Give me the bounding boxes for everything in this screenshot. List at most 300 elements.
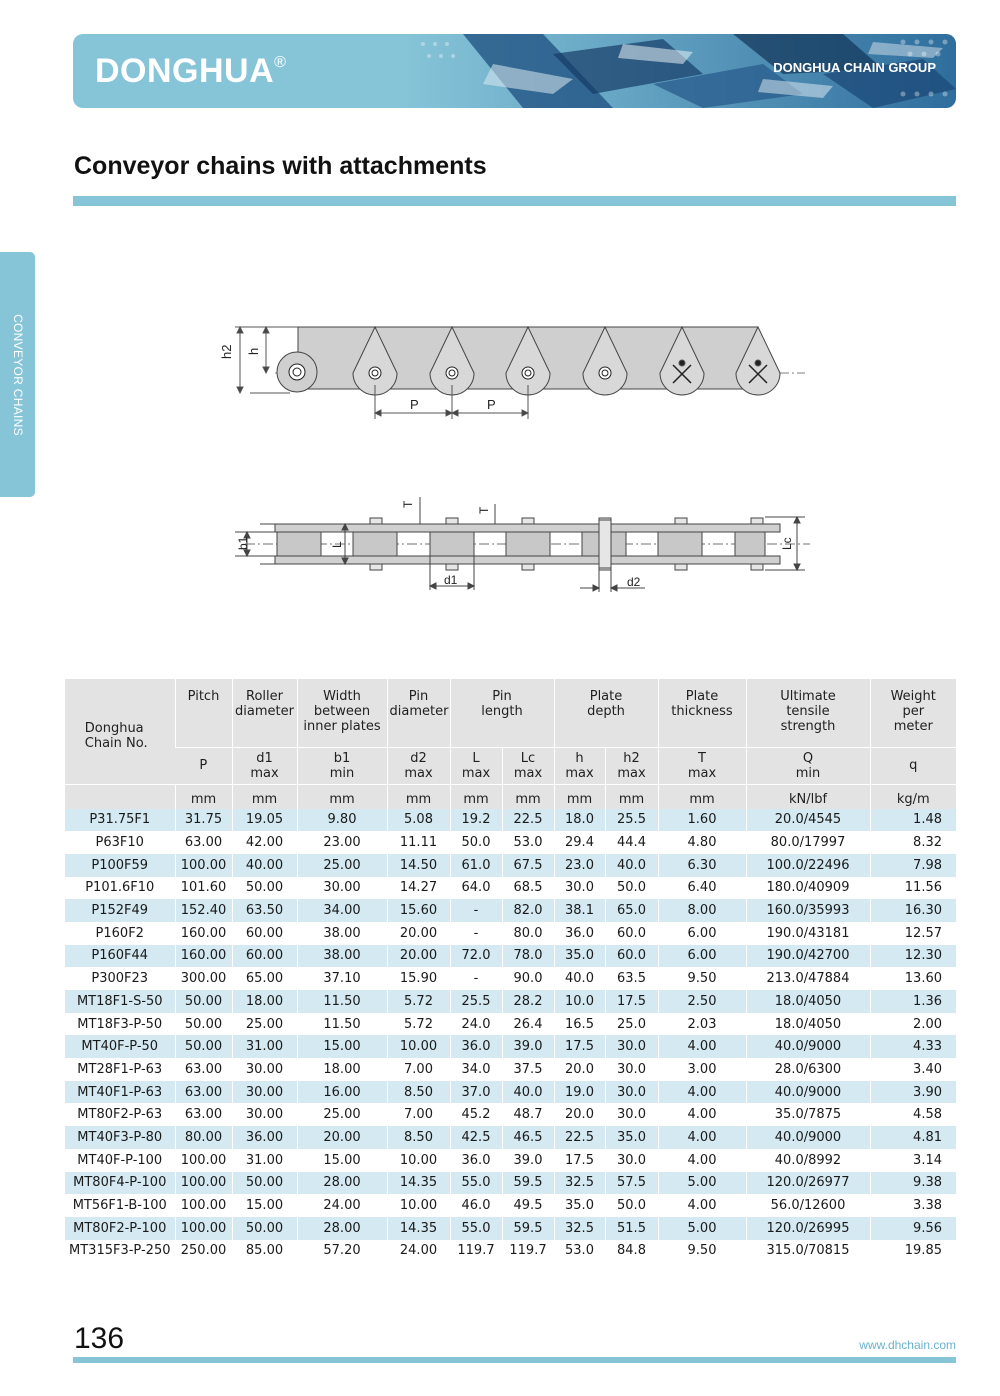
table-cell: 48.7 <box>502 1103 554 1126</box>
label-h2: h2 <box>219 344 234 359</box>
unit-header: mm <box>297 784 387 809</box>
table-cell: 25.00 <box>297 854 387 877</box>
table-cell: 17.5 <box>605 990 658 1013</box>
title-divider <box>73 196 956 206</box>
table-cell: 55.0 <box>450 1217 502 1240</box>
table-cell: 18.00 <box>297 1058 387 1081</box>
table-row <box>65 1035 956 1058</box>
table-cell: 50.0 <box>605 877 658 900</box>
table-cell: 9.50 <box>658 967 746 990</box>
chain-number-cell: P160F2 <box>65 922 175 945</box>
label-d1: d1 <box>444 573 458 587</box>
table-cell: 4.00 <box>658 1103 746 1126</box>
table-cell: 20.00 <box>297 1126 387 1149</box>
table-cell: 49.5 <box>502 1194 554 1217</box>
table-cell: 46.0 <box>450 1194 502 1217</box>
table-cell: 28.00 <box>297 1217 387 1240</box>
table-cell: 36.0 <box>450 1035 502 1058</box>
table-row <box>65 1103 956 1126</box>
table-cell: 4.00 <box>658 1126 746 1149</box>
table-cell: 190.0/43181 <box>746 922 870 945</box>
table-cell: 25.00 <box>297 1103 387 1126</box>
table-cell: 40.0/9000 <box>746 1126 870 1149</box>
table-cell: 22.5 <box>502 809 554 832</box>
table-cell: 65.00 <box>232 967 297 990</box>
table-cell: 5.72 <box>387 1013 450 1036</box>
table-cell: 17.5 <box>554 1149 605 1172</box>
table-cell: 5.08 <box>387 809 450 832</box>
table-cell: 59.5 <box>502 1217 554 1240</box>
table-cell: 1.60 <box>658 809 746 832</box>
table-cell: 2.03 <box>658 1013 746 1036</box>
group-name: DONGHUA CHAIN GROUP <box>773 60 936 75</box>
table-cell: 60.00 <box>232 945 297 968</box>
table-cell: - <box>450 899 502 922</box>
table-cell: 64.0 <box>450 877 502 900</box>
table-cell: 4.80 <box>658 831 746 854</box>
table-cell: 19.2 <box>450 809 502 832</box>
table-row <box>65 1172 956 1195</box>
table-cell: 55.0 <box>450 1172 502 1195</box>
chain-number-cell: P31.75F1 <box>65 809 175 832</box>
table-cell: 100.00 <box>175 1149 232 1172</box>
table-cell: 67.5 <box>502 854 554 877</box>
table-cell: 119.7 <box>502 1240 554 1263</box>
table-cell: 14.50 <box>387 854 450 877</box>
table-cell: 7.00 <box>387 1103 450 1126</box>
label-h: h <box>246 347 261 355</box>
group-header: Pin length <box>450 679 554 747</box>
table-cell: 4.58 <box>870 1103 956 1126</box>
chain-number-cell: MT28F1-P-63 <box>65 1058 175 1081</box>
group-header: Pitch <box>175 679 232 747</box>
table-cell: 5.00 <box>658 1172 746 1195</box>
table-cell: 28.00 <box>297 1172 387 1195</box>
table-cell: 50.00 <box>175 990 232 1013</box>
table-cell: 40.0/9000 <box>746 1035 870 1058</box>
table-cell: 9.56 <box>870 1217 956 1240</box>
table-cell: 30.00 <box>232 1103 297 1126</box>
table-cell: 31.00 <box>232 1035 297 1058</box>
label-t-1: T <box>401 500 415 508</box>
symbol-header: q <box>870 747 956 784</box>
chain-number-cell: MT40F-P-100 <box>65 1149 175 1172</box>
table-row <box>65 1081 956 1104</box>
table-cell: 160.00 <box>175 945 232 968</box>
table-cell: 37.10 <box>297 967 387 990</box>
table-cell: 63.50 <box>232 899 297 922</box>
table-cell: 17.5 <box>554 1035 605 1058</box>
label-lc: Lc <box>780 537 794 550</box>
table-cell: 18.0 <box>554 809 605 832</box>
table-cell: 28.2 <box>502 990 554 1013</box>
table-cell: 160.00 <box>175 922 232 945</box>
table-cell: 63.00 <box>175 831 232 854</box>
table-cell: 100.00 <box>175 1194 232 1217</box>
section-side-tab <box>0 252 35 497</box>
chain-number-cell: MT40F-P-50 <box>65 1035 175 1058</box>
chain-number-cell: MT56F1-B-100 <box>65 1194 175 1217</box>
table-cell: 15.00 <box>232 1194 297 1217</box>
table-cell: 34.0 <box>450 1058 502 1081</box>
table-cell: 31.75 <box>175 809 232 832</box>
table-cell: 7.00 <box>387 1058 450 1081</box>
symbol-header: d2 max <box>387 747 450 784</box>
chain-number-cell: MT40F1-P-63 <box>65 1081 175 1104</box>
side-tab-label: CONVEYOR CHAINS <box>10 313 25 436</box>
table-cell: 30.0 <box>605 1081 658 1104</box>
table-cell: 80.0/17997 <box>746 831 870 854</box>
page-number: 136 <box>74 1322 125 1355</box>
chain-number-cell: MT40F3-P-80 <box>65 1126 175 1149</box>
table-cell: 4.81 <box>870 1126 956 1149</box>
table-cell: 35.0 <box>554 945 605 968</box>
table-cell: 28.0/6300 <box>746 1058 870 1081</box>
table-cell: 4.33 <box>870 1035 956 1058</box>
table-cell: 24.00 <box>297 1194 387 1217</box>
table-cell: 39.0 <box>502 1149 554 1172</box>
table-cell: 60.00 <box>232 922 297 945</box>
table-cell: 20.00 <box>387 945 450 968</box>
table-cell: - <box>450 922 502 945</box>
table-cell: 3.90 <box>870 1081 956 1104</box>
symbol-header: b1 min <box>297 747 387 784</box>
table-cell: 50.00 <box>232 1172 297 1195</box>
table-cell: 63.00 <box>175 1058 232 1081</box>
table-cell: 30.0 <box>554 877 605 900</box>
table-cell: 34.00 <box>297 899 387 922</box>
symbol-header: Q min <box>746 747 870 784</box>
brand-logo: DONGHUA® <box>95 52 287 90</box>
spec-table <box>65 679 956 1262</box>
table-cell: 14.27 <box>387 877 450 900</box>
table-cell: 40.0 <box>554 967 605 990</box>
table-row <box>65 967 956 990</box>
table-cell: 8.50 <box>387 1126 450 1149</box>
table-cell: 25.5 <box>450 990 502 1013</box>
table-cell: 50.00 <box>232 1217 297 1240</box>
unit-header: mm <box>175 784 232 809</box>
label-l: L <box>330 541 344 548</box>
table-cell: 180.0/40909 <box>746 877 870 900</box>
table-row <box>65 1149 956 1172</box>
group-header: Roller diameter <box>232 679 297 747</box>
table-cell: 35.0 <box>605 1126 658 1149</box>
table-cell: 30.00 <box>232 1058 297 1081</box>
table-cell: 12.30 <box>870 945 956 968</box>
table-cell: 15.00 <box>297 1035 387 1058</box>
unit-header: mm <box>232 784 297 809</box>
table-cell: 12.57 <box>870 922 956 945</box>
table-cell: 84.8 <box>605 1240 658 1263</box>
table-cell: 26.4 <box>502 1013 554 1036</box>
chain-number-cell: P160F44 <box>65 945 175 968</box>
table-cell: 15.60 <box>387 899 450 922</box>
table-cell: 119.7 <box>450 1240 502 1263</box>
table-cell: 3.38 <box>870 1194 956 1217</box>
table-cell: 39.0 <box>502 1035 554 1058</box>
table-cell: 11.50 <box>297 990 387 1013</box>
table-cell: 85.00 <box>232 1240 297 1263</box>
table-cell: 40.00 <box>232 854 297 877</box>
table-cell: 60.0 <box>605 945 658 968</box>
table-cell: 53.0 <box>554 1240 605 1263</box>
table-cell: 300.00 <box>175 967 232 990</box>
table-cell: 2.50 <box>658 990 746 1013</box>
table-cell: 38.1 <box>554 899 605 922</box>
unit-header: mm <box>502 784 554 809</box>
table-cell: 25.00 <box>232 1013 297 1036</box>
chain-side-view-drawing <box>210 315 810 425</box>
table-cell: 46.5 <box>502 1126 554 1149</box>
table-row <box>65 809 956 832</box>
group-header: Weight per meter <box>870 679 956 747</box>
table-cell: 9.38 <box>870 1172 956 1195</box>
table-cell: 40.0/9000 <box>746 1081 870 1104</box>
table-cell: 25.5 <box>605 809 658 832</box>
table-row <box>65 990 956 1013</box>
table-cell: 36.0 <box>450 1149 502 1172</box>
table-cell: 160.0/35993 <box>746 899 870 922</box>
chain-number-cell: P101.6F10 <box>65 877 175 900</box>
table-cell: 10.00 <box>387 1194 450 1217</box>
symbol-header: T max <box>658 747 746 784</box>
table-cell: 80.00 <box>175 1126 232 1149</box>
header-banner <box>73 34 956 108</box>
unit-header: kg/m <box>870 784 956 809</box>
table-cell: 101.60 <box>175 877 232 900</box>
table-cell: 6.40 <box>658 877 746 900</box>
chain-number-cell: MT18F3-P-50 <box>65 1013 175 1036</box>
table-cell: 25.0 <box>605 1013 658 1036</box>
table-cell: 20.0/4545 <box>746 809 870 832</box>
table-cell: 36.00 <box>232 1126 297 1149</box>
table-row <box>65 1217 956 1240</box>
table-cell: 9.50 <box>658 1240 746 1263</box>
table-cell: 36.0 <box>554 922 605 945</box>
table-cell: 82.0 <box>502 899 554 922</box>
table-cell: 8.50 <box>387 1081 450 1104</box>
table-cell: 50.0 <box>450 831 502 854</box>
table-cell: 30.0 <box>605 1149 658 1172</box>
unit-header: mm <box>658 784 746 809</box>
table-cell: 24.00 <box>387 1240 450 1263</box>
table-cell: 2.00 <box>870 1013 956 1036</box>
chain-number-cell: P152F49 <box>65 899 175 922</box>
table-cell: 30.0 <box>605 1103 658 1126</box>
table-cell: 50.00 <box>232 877 297 900</box>
table-cell: 11.50 <box>297 1013 387 1036</box>
table-cell: 50.00 <box>175 1013 232 1036</box>
table-cell: 31.00 <box>232 1149 297 1172</box>
table-cell: 10.00 <box>387 1149 450 1172</box>
footer-url[interactable]: www.dhchain.com <box>859 1338 956 1352</box>
table-cell: 3.00 <box>658 1058 746 1081</box>
chain-number-cell: MT80F2-P-100 <box>65 1217 175 1240</box>
table-cell: 15.00 <box>297 1149 387 1172</box>
table-cell: 38.00 <box>297 945 387 968</box>
table-cell: 19.0 <box>554 1081 605 1104</box>
table-cell: 15.90 <box>387 967 450 990</box>
table-cell: 100.00 <box>175 1217 232 1240</box>
table-cell: 60.0 <box>605 922 658 945</box>
chain-number-cell: P300F23 <box>65 967 175 990</box>
table-row <box>65 922 956 945</box>
table-cell: 100.0/22496 <box>746 854 870 877</box>
table-row <box>65 1126 956 1149</box>
table-cell: 152.40 <box>175 899 232 922</box>
page-title: Conveyor chains with attachments <box>74 152 487 180</box>
table-cell: 16.00 <box>297 1081 387 1104</box>
table-cell: 18.0/4050 <box>746 990 870 1013</box>
table-cell: 1.48 <box>870 809 956 832</box>
table-cell: 10.00 <box>387 1035 450 1058</box>
table-cell: 57.20 <box>297 1240 387 1263</box>
table-cell: 30.0 <box>605 1035 658 1058</box>
table-cell: 250.00 <box>175 1240 232 1263</box>
table-cell: 53.0 <box>502 831 554 854</box>
table-cell: 13.60 <box>870 967 956 990</box>
table-cell: 80.0 <box>502 922 554 945</box>
table-cell: 35.0/7875 <box>746 1103 870 1126</box>
table-cell: 11.11 <box>387 831 450 854</box>
table-row <box>65 854 956 877</box>
table-cell: 40.0 <box>502 1081 554 1104</box>
table-row <box>65 1240 956 1263</box>
table-cell: 7.98 <box>870 854 956 877</box>
table-cell: 18.0/4050 <box>746 1013 870 1036</box>
table-cell: 63.5 <box>605 967 658 990</box>
group-header: Plate depth <box>554 679 658 747</box>
table-cell: 24.0 <box>450 1013 502 1036</box>
table-cell: 59.5 <box>502 1172 554 1195</box>
table-cell: 20.00 <box>387 922 450 945</box>
table-cell: 18.00 <box>232 990 297 1013</box>
unit-header: mm <box>387 784 450 809</box>
table-cell: 61.0 <box>450 854 502 877</box>
table-cell: 14.35 <box>387 1217 450 1240</box>
table-cell: 37.0 <box>450 1081 502 1104</box>
symbol-header: P <box>175 747 232 784</box>
table-cell: 42.5 <box>450 1126 502 1149</box>
label-pitch-2: P <box>487 397 496 412</box>
table-cell: 1.36 <box>870 990 956 1013</box>
chain-number-cell: MT80F2-P-63 <box>65 1103 175 1126</box>
table-cell: 40.0 <box>605 854 658 877</box>
table-cell: 9.80 <box>297 809 387 832</box>
label-b1: b1 <box>236 536 250 550</box>
footer-divider <box>73 1357 956 1363</box>
table-cell: 29.4 <box>554 831 605 854</box>
table-row <box>65 831 956 854</box>
table-row <box>65 945 956 968</box>
table-cell: 19.05 <box>232 809 297 832</box>
table-cell: 315.0/70815 <box>746 1240 870 1263</box>
table-cell: 30.00 <box>297 877 387 900</box>
symbol-header: L max <box>450 747 502 784</box>
table-cell: 40.0/8992 <box>746 1149 870 1172</box>
table-cell: 63.00 <box>175 1103 232 1126</box>
symbol-header: h2 max <box>605 747 658 784</box>
table-cell: 213.0/47884 <box>746 967 870 990</box>
table-cell: 30.0 <box>605 1058 658 1081</box>
chain-number-cell: P100F59 <box>65 854 175 877</box>
table-cell: 11.56 <box>870 877 956 900</box>
table-cell: 4.00 <box>658 1081 746 1104</box>
unit-header: kN/lbf <box>746 784 870 809</box>
table-cell: 44.4 <box>605 831 658 854</box>
table-cell: 42.00 <box>232 831 297 854</box>
group-header: Pin diameter <box>387 679 450 747</box>
unit-header: mm <box>554 784 605 809</box>
table-cell: 63.00 <box>175 1081 232 1104</box>
table-cell: 32.5 <box>554 1172 605 1195</box>
table-cell: 6.30 <box>658 854 746 877</box>
group-header: Ultimate tensile strength <box>746 679 870 747</box>
symbol-header: h max <box>554 747 605 784</box>
table-cell: 100.00 <box>175 854 232 877</box>
table-cell: 120.0/26977 <box>746 1172 870 1195</box>
table-cell: 78.0 <box>502 945 554 968</box>
table-cell: 68.5 <box>502 877 554 900</box>
table-cell: 3.40 <box>870 1058 956 1081</box>
table-cell: 4.00 <box>658 1149 746 1172</box>
unit-spacer <box>65 784 175 809</box>
label-pitch-1: P <box>410 397 419 412</box>
table-cell: 10.0 <box>554 990 605 1013</box>
table-cell: 19.85 <box>870 1240 956 1263</box>
table-cell: 4.00 <box>658 1035 746 1058</box>
table-cell: 20.0 <box>554 1058 605 1081</box>
table-cell: 23.0 <box>554 854 605 877</box>
table-cell: 8.32 <box>870 831 956 854</box>
chain-number-cell: MT315F3-P-250 <box>65 1240 175 1263</box>
table-cell: 50.0 <box>605 1194 658 1217</box>
table-cell: 35.0 <box>554 1194 605 1217</box>
chain-number-cell: P63F10 <box>65 831 175 854</box>
table-cell: 57.5 <box>605 1172 658 1195</box>
table-row <box>65 1058 956 1081</box>
table-row <box>65 877 956 900</box>
table-cell: 50.00 <box>175 1035 232 1058</box>
table-cell: 37.5 <box>502 1058 554 1081</box>
table-cell: 190.0/42700 <box>746 945 870 968</box>
symbol-header: d1 max <box>232 747 297 784</box>
unit-header: mm <box>605 784 658 809</box>
table-cell: 6.00 <box>658 922 746 945</box>
label-d2: d2 <box>627 575 641 589</box>
chain-number-cell: MT80F4-P-100 <box>65 1172 175 1195</box>
table-cell: 65.0 <box>605 899 658 922</box>
table-cell: 6.00 <box>658 945 746 968</box>
table-cell: 16.30 <box>870 899 956 922</box>
group-header: Width between inner plates <box>297 679 387 747</box>
table-cell: 32.5 <box>554 1217 605 1240</box>
table-row <box>65 1194 956 1217</box>
table-row <box>65 899 956 922</box>
table-cell: 30.00 <box>232 1081 297 1104</box>
table-cell: 20.0 <box>554 1103 605 1126</box>
table-cell: 56.0/12600 <box>746 1194 870 1217</box>
table-cell: 100.00 <box>175 1172 232 1195</box>
table-cell: 90.0 <box>502 967 554 990</box>
table-cell: - <box>450 967 502 990</box>
chain-top-view-drawing <box>225 492 815 602</box>
label-t-2: T <box>477 506 491 514</box>
table-cell: 4.00 <box>658 1194 746 1217</box>
table-cell: 16.5 <box>554 1013 605 1036</box>
table-cell: 120.0/26995 <box>746 1217 870 1240</box>
